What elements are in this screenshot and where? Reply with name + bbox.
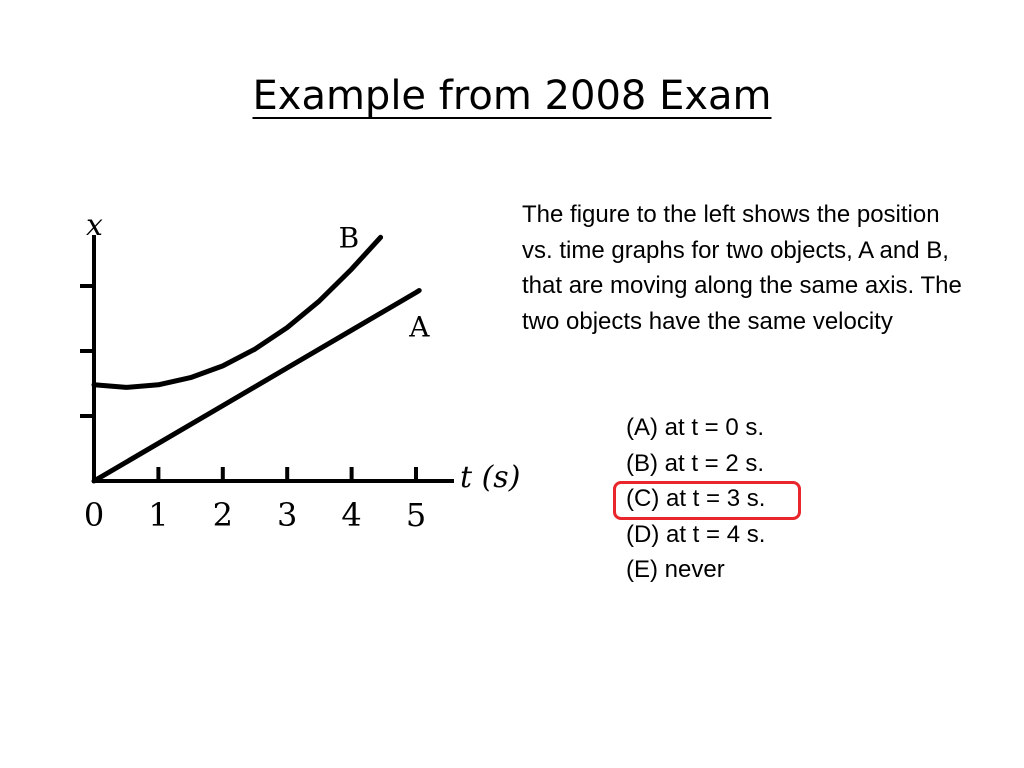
y-ticks: [80, 286, 94, 416]
x-tick-label: 3: [277, 496, 298, 534]
x-ticks: [158, 467, 416, 481]
answer-highlight-box: [613, 481, 801, 520]
x-tick-label: 4: [341, 496, 362, 534]
slide-title: [0, 66, 1024, 126]
slide-title-text: Example from 2008 Exam: [252, 73, 772, 119]
x-tick-label: 5: [405, 496, 427, 534]
y-axis-label: x: [86, 208, 103, 243]
x-tick-labels: [84, 496, 426, 534]
option-c[interactable]: (C) at t = 3 s.: [626, 485, 766, 512]
series-label-b: B: [338, 221, 360, 255]
series-group: [94, 221, 430, 481]
position-time-graph: [70, 190, 530, 540]
x-tick-label: 0: [83, 496, 105, 534]
option-d[interactable]: (D) at t = 4 s.: [626, 520, 766, 548]
option-b[interactable]: (B) at t = 2 s.: [626, 449, 765, 477]
option-e[interactable]: (E) never: [626, 556, 725, 583]
series-label-a: A: [409, 310, 430, 344]
series-line-b: [94, 237, 381, 387]
x-axis-label: t (s): [460, 460, 521, 495]
x-tick-label: 2: [212, 496, 233, 534]
x-tick-label: 1: [148, 496, 169, 534]
question-text: The figure to the left shows the position vs. time graphs for two objects, A and B, that are moving along the same axis. The two objects have the same velocity: [522, 201, 962, 335]
option-a[interactable]: (A) at t = 0 s.: [626, 414, 765, 441]
